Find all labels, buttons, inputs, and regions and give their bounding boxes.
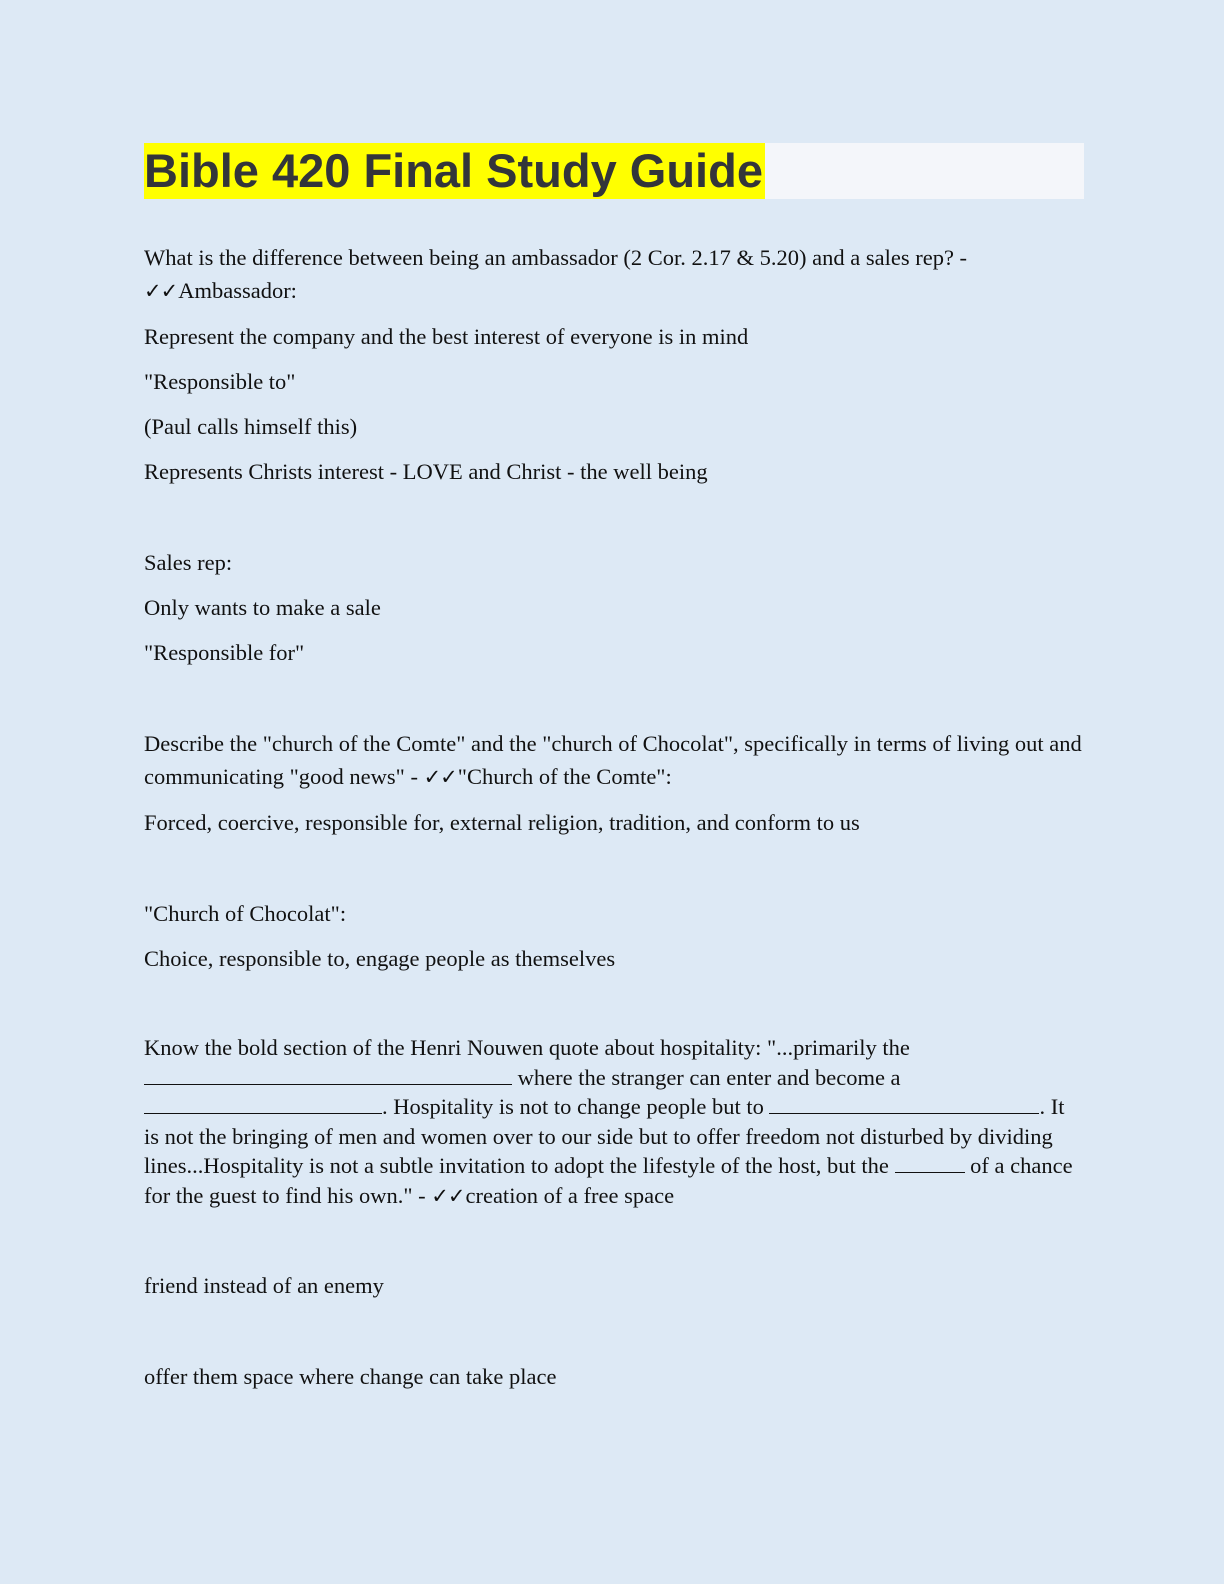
- question-3-text: . Hospitality is not to change people but to: [382, 1094, 764, 1119]
- answer-line: Represents Christs interest - LOVE and Christ - the well being: [144, 459, 708, 484]
- double-check-icon: ✓✓: [144, 279, 178, 303]
- chocolat-head: "Church of Chocolat":: [144, 901, 347, 926]
- answer-line: Forced, coercive, responsible for, external religion, tradition, and conform to us: [144, 810, 860, 835]
- answer-line: Only wants to make a sale: [144, 595, 381, 620]
- spacer: [144, 681, 1084, 727]
- fill-in-blank: [769, 1095, 1039, 1114]
- spacer: [144, 500, 1084, 546]
- spacer: [144, 851, 1084, 897]
- question-1: [144, 241, 1084, 308]
- answer-line: "Responsible for": [144, 640, 305, 665]
- sales-rep-head: Sales rep:: [144, 550, 233, 575]
- fill-in-blank: [895, 1154, 965, 1173]
- answer-1-head: Ambassador:: [178, 278, 297, 303]
- question-3: [144, 1033, 1084, 1211]
- spacer: [144, 1223, 1084, 1269]
- spacer: [144, 1314, 1084, 1360]
- fill-in-blank: [144, 1095, 382, 1114]
- answer-line: Choice, responsible to, engage people as themselves: [144, 946, 616, 971]
- question-3-text: where the stranger can enter and become a: [517, 1064, 901, 1090]
- answer-2-head: "Church of the Comte":: [457, 764, 672, 789]
- question-3-text: . It is not the bringing of men and women over to our side but to offer freedom not disturbed by dividing lines...Hospitality is not a subtle invitation to adopt the lifestyle of the host, but the: [144, 1094, 1065, 1178]
- document-page: [144, 143, 1084, 1405]
- double-check-icon: ✓✓: [431, 1183, 465, 1208]
- document-title: Bible 420 Final Study Guide: [144, 144, 763, 197]
- double-check-icon: ✓✓: [423, 765, 457, 789]
- question-2: [144, 727, 1084, 794]
- question-3-text: of a chance for the guest to find his own." -: [144, 1153, 1073, 1208]
- answer-line: Represent the company and the best interest of everyone is in mind: [144, 324, 749, 349]
- spacer: [144, 987, 1084, 1033]
- question-1-text: What is the difference between being an ambassador (2 Cor. 2.17 & 5.20) and a sales rep? -: [144, 245, 968, 270]
- question-3-text: Know the bold section of the Henri Nouwen quote about hospitality: "...primarily the: [144, 1035, 910, 1060]
- answer-line: (Paul calls himself this): [144, 414, 358, 439]
- answer-3-head: creation of a free space: [465, 1182, 675, 1208]
- fill-in-blank: [144, 1066, 512, 1085]
- answer-line: offer them space where change can take place: [144, 1364, 557, 1389]
- answer-line: friend instead of an enemy: [144, 1273, 384, 1298]
- answer-line: "Responsible to": [144, 369, 296, 394]
- title-bar: [144, 143, 1084, 199]
- question-2-text: Describe the "church of the Comte" and the "church of Chocolat", specifically in terms of living out and communicating "good news" -: [144, 731, 1082, 789]
